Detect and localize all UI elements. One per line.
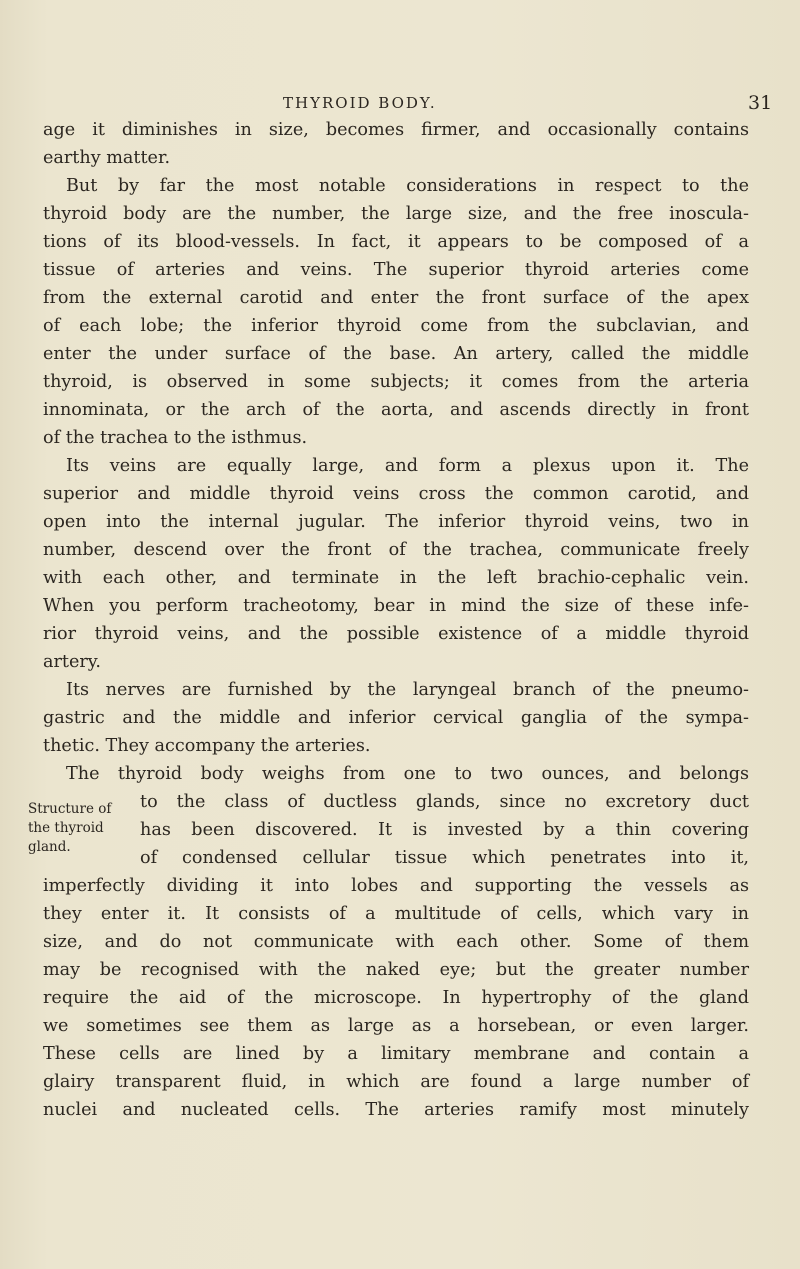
running-title: THYROID BODY. xyxy=(283,94,437,112)
text-line: thyroid body are the number, the large size, and the free inoscula- xyxy=(43,204,749,224)
text-line: size, and do not communicate with each other. Some of them xyxy=(43,932,749,952)
text-line: rior thyroid veins, and the possible existence of a middle thyroid xyxy=(43,624,749,644)
text-line: require the aid of the microscope. In hypertrophy of the gland xyxy=(43,988,749,1008)
text-line: innominata, or the arch of the aorta, and ascends directly in front xyxy=(43,400,749,420)
text-line: nuclei and nucleated cells. The arteries ramify most minutely xyxy=(43,1100,749,1120)
text-line: gastric and the middle and inferior cervical ganglia of the sympa- xyxy=(43,708,749,728)
text-line: age it diminishes in size, becomes firmer, and occasionally contains xyxy=(43,120,749,140)
text-line: from the external carotid and enter the front surface of the apex xyxy=(43,288,749,308)
page-number: 31 xyxy=(748,92,773,114)
text-line: may be recognised with the naked eye; but the greater number xyxy=(43,960,749,980)
text-line: has been discovered. It is invested by a thin covering xyxy=(140,820,749,840)
text-line: they enter it. It consists of a multitude of cells, which vary in xyxy=(43,904,749,924)
text-line: Its nerves are furnished by the laryngeal branch of the pneumo- xyxy=(66,680,749,700)
text-line: to the class of ductless glands, since no excretory duct xyxy=(140,792,749,812)
text-line: of the trachea to the isthmus. xyxy=(43,428,308,448)
text-line: But by far the most notable considerations in respect to the xyxy=(66,176,749,196)
text-line: tions of its blood-vessels. In fact, it appears to be composed of a xyxy=(43,232,749,252)
text-line: When you perform tracheotomy, bear in mind the size of these infe- xyxy=(43,596,749,616)
text-line: of condensed cellular tissue which penetrates into it, xyxy=(140,848,749,868)
text-line: Its veins are equally large, and form a plexus upon it. The xyxy=(66,456,749,476)
text-line: with each other, and terminate in the left brachio-cephalic vein. xyxy=(43,568,749,588)
text-line: enter the under surface of the base. An artery, called the middle xyxy=(43,344,749,364)
margin-note-line: Structure of xyxy=(28,801,112,817)
text-line: superior and middle thyroid veins cross the common carotid, and xyxy=(43,484,749,504)
text-line: thetic. They accompany the arteries. xyxy=(43,736,371,756)
text-line: These cells are lined by a limitary membrane and contain a xyxy=(43,1044,749,1064)
text-line: artery. xyxy=(43,652,101,672)
text-line: we sometimes see them as large as a horsebean, or even larger. xyxy=(43,1016,749,1036)
text-line: tissue of arteries and veins. The superior thyroid arteries come xyxy=(43,260,749,280)
margin-note-line: the thyroid xyxy=(28,820,104,836)
text-line: imperfectly dividing it into lobes and supporting the vessels as xyxy=(43,876,749,896)
margin-note-line: gland. xyxy=(28,839,71,855)
text-line: The thyroid body weighs from one to two ounces, and belongs xyxy=(66,764,749,784)
text-line: thyroid, is observed in some subjects; it comes from the arteria xyxy=(43,372,749,392)
text-line: open into the internal jugular. The inferior thyroid veins, two in xyxy=(43,512,749,532)
text-line: glairy transparent fluid, in which are found a large number of xyxy=(43,1072,749,1092)
page-header xyxy=(0,94,800,118)
text-line: of each lobe; the inferior thyroid come from the subclavian, and xyxy=(43,316,749,336)
text-line: number, descend over the front of the trachea, communicate freely xyxy=(43,540,749,560)
text-line: earthy matter. xyxy=(43,148,171,168)
